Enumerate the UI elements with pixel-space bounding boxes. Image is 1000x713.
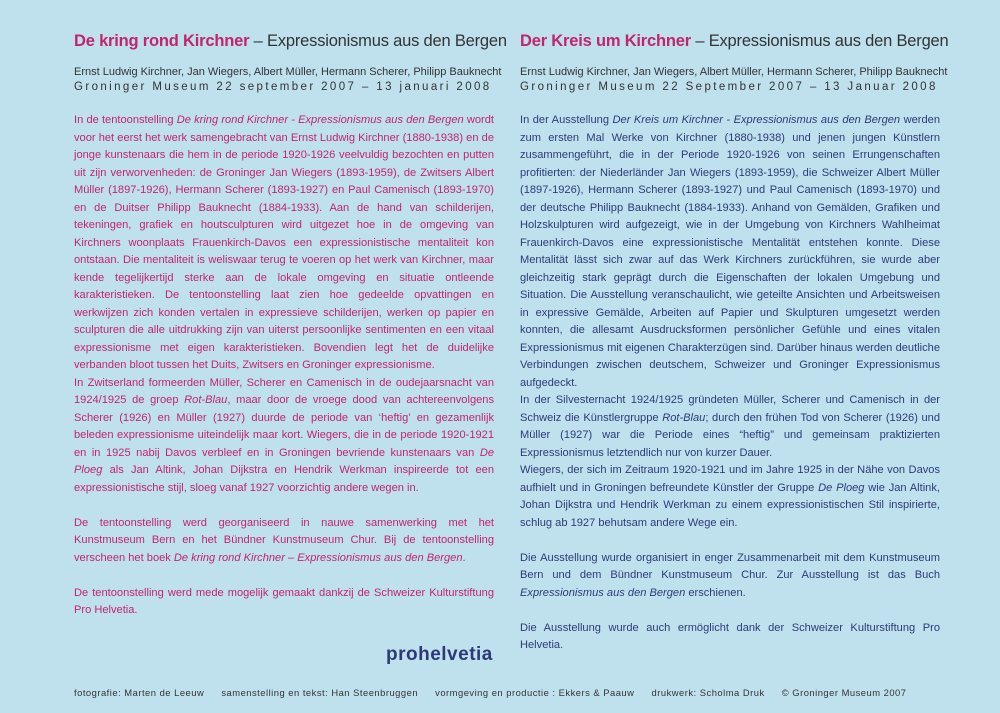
german-paragraph-1	[520, 112, 940, 392]
text-segment: wie Jan Altink, Johan Dijkstra und Hendrik Werkman zu einem expressionistischen Stil inspirierte, schlug ab 1927 behutsam andere Wege ein.	[520, 481, 940, 529]
german-column	[520, 30, 949, 655]
dutch-venue-dates: Groninger Museum 22 september 2007 – 13 januari 2008	[74, 81, 492, 93]
text-segment: erschienen.	[685, 586, 746, 599]
dutch-paragraph-2	[74, 375, 494, 498]
pro-helvetia-logo: prohelvetia	[386, 644, 493, 665]
credits-line	[74, 687, 944, 698]
text-segment: In der Silvesternacht 1924/1925 gründeten Müller, Scherer und Camenisch in der Schweiz die Künstlergruppe	[520, 394, 940, 424]
text-segment: Wiegers, der sich im Zeitraum 1920-1921 und im Jahre 1925 in der Nähe von Davos aufhielt und in Groningen befreundete Künstler der Gruppe	[520, 464, 940, 494]
dutch-column	[74, 30, 507, 620]
text-segment: In de tentoonstelling	[74, 114, 177, 126]
group-name-italic: De Ploeg	[74, 446, 494, 476]
german-paragraph-2	[520, 392, 940, 462]
text-segment: In der Ausstellung	[520, 114, 613, 126]
credit-copyright: © Groninger Museum 2007	[781, 687, 907, 698]
dutch-body	[74, 112, 494, 620]
dutch-paragraph-3	[74, 515, 494, 568]
german-paragraph-5: Die Ausstellung wurde auch ermöglicht dank der Schweizer Kulturstiftung Pro Helvetia.	[520, 621, 940, 651]
german-title-subtitle: – Expressionismus aus den Bergen	[690, 32, 949, 50]
dutch-paragraph-1	[74, 112, 494, 375]
exhibition-title-italic: Der Kreis um Kirchner - Expressionismus aus den Bergen	[612, 114, 901, 126]
german-paragraph-3	[520, 462, 940, 532]
group-name-italic: Rot-Blau	[184, 394, 228, 406]
text-segment: De tentoonstelling werd georganiseerd in nauwe samenwerking met het Kunstmuseum Bern en het Bündner Kunstmuseum Chur. Bij de tentoonstelling verscheen het boek	[74, 516, 494, 564]
credit-print: drukwerk: Scholma Druk	[651, 687, 765, 698]
credit-design: vormgeving en productie : Ekkers & Paauw	[435, 687, 635, 698]
german-body	[520, 112, 940, 655]
text-segment: Die Ausstellung wurde organisiert in enger Zusammenarbeit mit dem Kunstmuseum Bern und dem Bündner Kunstmuseum Chur. Zur Ausstellung ist das Buch	[520, 551, 940, 581]
text-segment: .	[462, 551, 466, 564]
dutch-title-subtitle: – Expressionismus aus den Bergen	[249, 32, 507, 50]
dutch-title-accent: De kring rond Kirchner	[74, 32, 250, 50]
group-name-italic: De Ploeg	[818, 481, 865, 494]
dutch-title	[74, 30, 507, 52]
book-title-italic: De kring rond Kirchner – Expressionismus aus den Bergen	[173, 551, 463, 564]
group-name-italic: Rot-Blau	[662, 411, 706, 424]
text-segment: werden zum ersten Mal Werke von Kirchner (1880-1938) und jenen jungen Künstlern zusammengeführt, die in der Periode 1920-1926 von seinen Errungenschaften profitierten: der Niederländer Jan Wiegers (1893-1959), die Schweizer Albert Müller (1897-1926), Hermann Scherer (1893-1927) und Paul Camenisch (1893-1970) und der deutsche Philipp Bauknecht (1884-1933). Anhand von Gemälden, Grafiken und Holzskulpturen wird aufgezeigt, wie in der Umgebung von Kirchners Wahlheimat Frauenkirch-Davos eine expressionistische Mentalität entstehen konnte. Diese Mentalität lässt sich zwar auf das Werk Kirchners zurückführen, sie wurde aber gleichzeitig stark geprägt durch die Eigenschaften der lokalen Umgebung und Situation. Die Ausstellung veranschaulicht, wie geteilte Ansichten und Arbeitsweisen in expressive Gemälde, Arbeiten auf Papier und Skulpturen umgesetzt werden konnten, die allesamt Ausdrucksformen persönlicher Gefühle und eines vitalen Expressionismus mit eigenen Charakterzügen sind. Darüber hinaus werden deutliche Verbindungen zwischen deutschem, Schweizer und Groninger Expressionismus aufgedeckt.	[520, 114, 940, 389]
credit-text: samenstelling en tekst: Han Steenbruggen	[221, 687, 419, 698]
german-venue-dates: Groninger Museum 22 September 2007 – 13 Januar 2008	[520, 81, 938, 93]
text-segment: , maar door de vroege dood van achtereenvolgens Scherer (1926) en Müller (1927) duurde de periode van ‘heftig’ en gezamenlijk beleden expressionisme uiteindelijk maar kort. Wiegers, die in de periode 1920-1921 en in 1925 nabij Davos verbleef en in Groningen bevriende kunstenaars van	[74, 394, 494, 459]
text-segment: In Zwitserland formeerden Müller, Scherer en Camenisch in de oudejaarsnacht van 1924/1925 de groep	[74, 376, 494, 406]
text-segment: wordt voor het eerst het werk samengebracht van Ernst Ludwig Kirchner (1880-1938) en de jonge kunstenaars die hem in de periode 1920-1926 veelvuldig bezochten en putten uit zijn verworvenheden: de Groninger Jan Wiegers (1893-1959), de Zwitsers Albert Müller (1897-1926), Hermann Scherer (1893-1927) en Paul Camenisch (1893-1970) en de Duitser Philipp Bauknecht (1884-1933). Aan de hand van schilderijen, tekeningen, grafiek en houtsculpturen wird uitgezet hoe in de omgeving van Kirchners woonplaats Frauenkirch-Davos een expressionistische mentaliteit kon ontstaan. Die mentaliteit is weliswaar terug te voeren op het werk van Kirchner, maar kende tegelijkertijd sterke aan de lokale omgeving en situatie ontleende karakteristieken. De tentoonstelling laat zien hoe gedeelde opvattingen en werkwijzen zich konden vertalen in expressieve schilderijen, werken op papier en sculpturen die alle uitdrukking zijn van uiterst persoonlijke sentimenten en een vitaal expressionisme met eigen karakteristieken. Bovendien legt het de duidelijke verbanden bloot tussen het Duits, Zwitsers en Groninger expressionisme.	[74, 114, 495, 371]
german-artist-names: Ernst Ludwig Kirchner, Jan Wiegers, Albert Müller, Hermann Scherer, Philipp Bauknecht	[520, 66, 948, 78]
book-title-italic: Expressionismus aus den Bergen	[520, 586, 686, 599]
text-segment: als Jan Altink, Johan Dijkstra en Hendrik Werkman inspireerde tot een expressionistische stijl, sloeg vanaf 1927 voorzichtig andere wegen in.	[74, 464, 494, 494]
german-paragraph-4	[520, 550, 940, 603]
text-segment: ; durch den frühen Tod von Scherer (1926) und Müller (1927) war die Periode eines “heftig” und gemeinsam praktizierten Expressionismus letztendlich nur von kurzer Dauer.	[520, 411, 941, 459]
credit-photography: fotografie: Marten de Leeuw	[74, 687, 205, 698]
german-title-accent: Der Kreis um Kirchner	[520, 32, 691, 50]
german-title	[520, 30, 949, 52]
dutch-artist-names: Ernst Ludwig Kirchner, Jan Wiegers, Albert Müller, Hermann Scherer, Philipp Bauknecht	[74, 66, 502, 78]
dutch-paragraph-4: De tentoonstelling werd mede mogelijk gemaakt dankzij de Schweizer Kulturstiftung Pro Helvetia.	[74, 586, 494, 616]
exhibition-title-italic: De kring rond Kirchner - Expressionismus aus den Bergen	[176, 114, 464, 126]
